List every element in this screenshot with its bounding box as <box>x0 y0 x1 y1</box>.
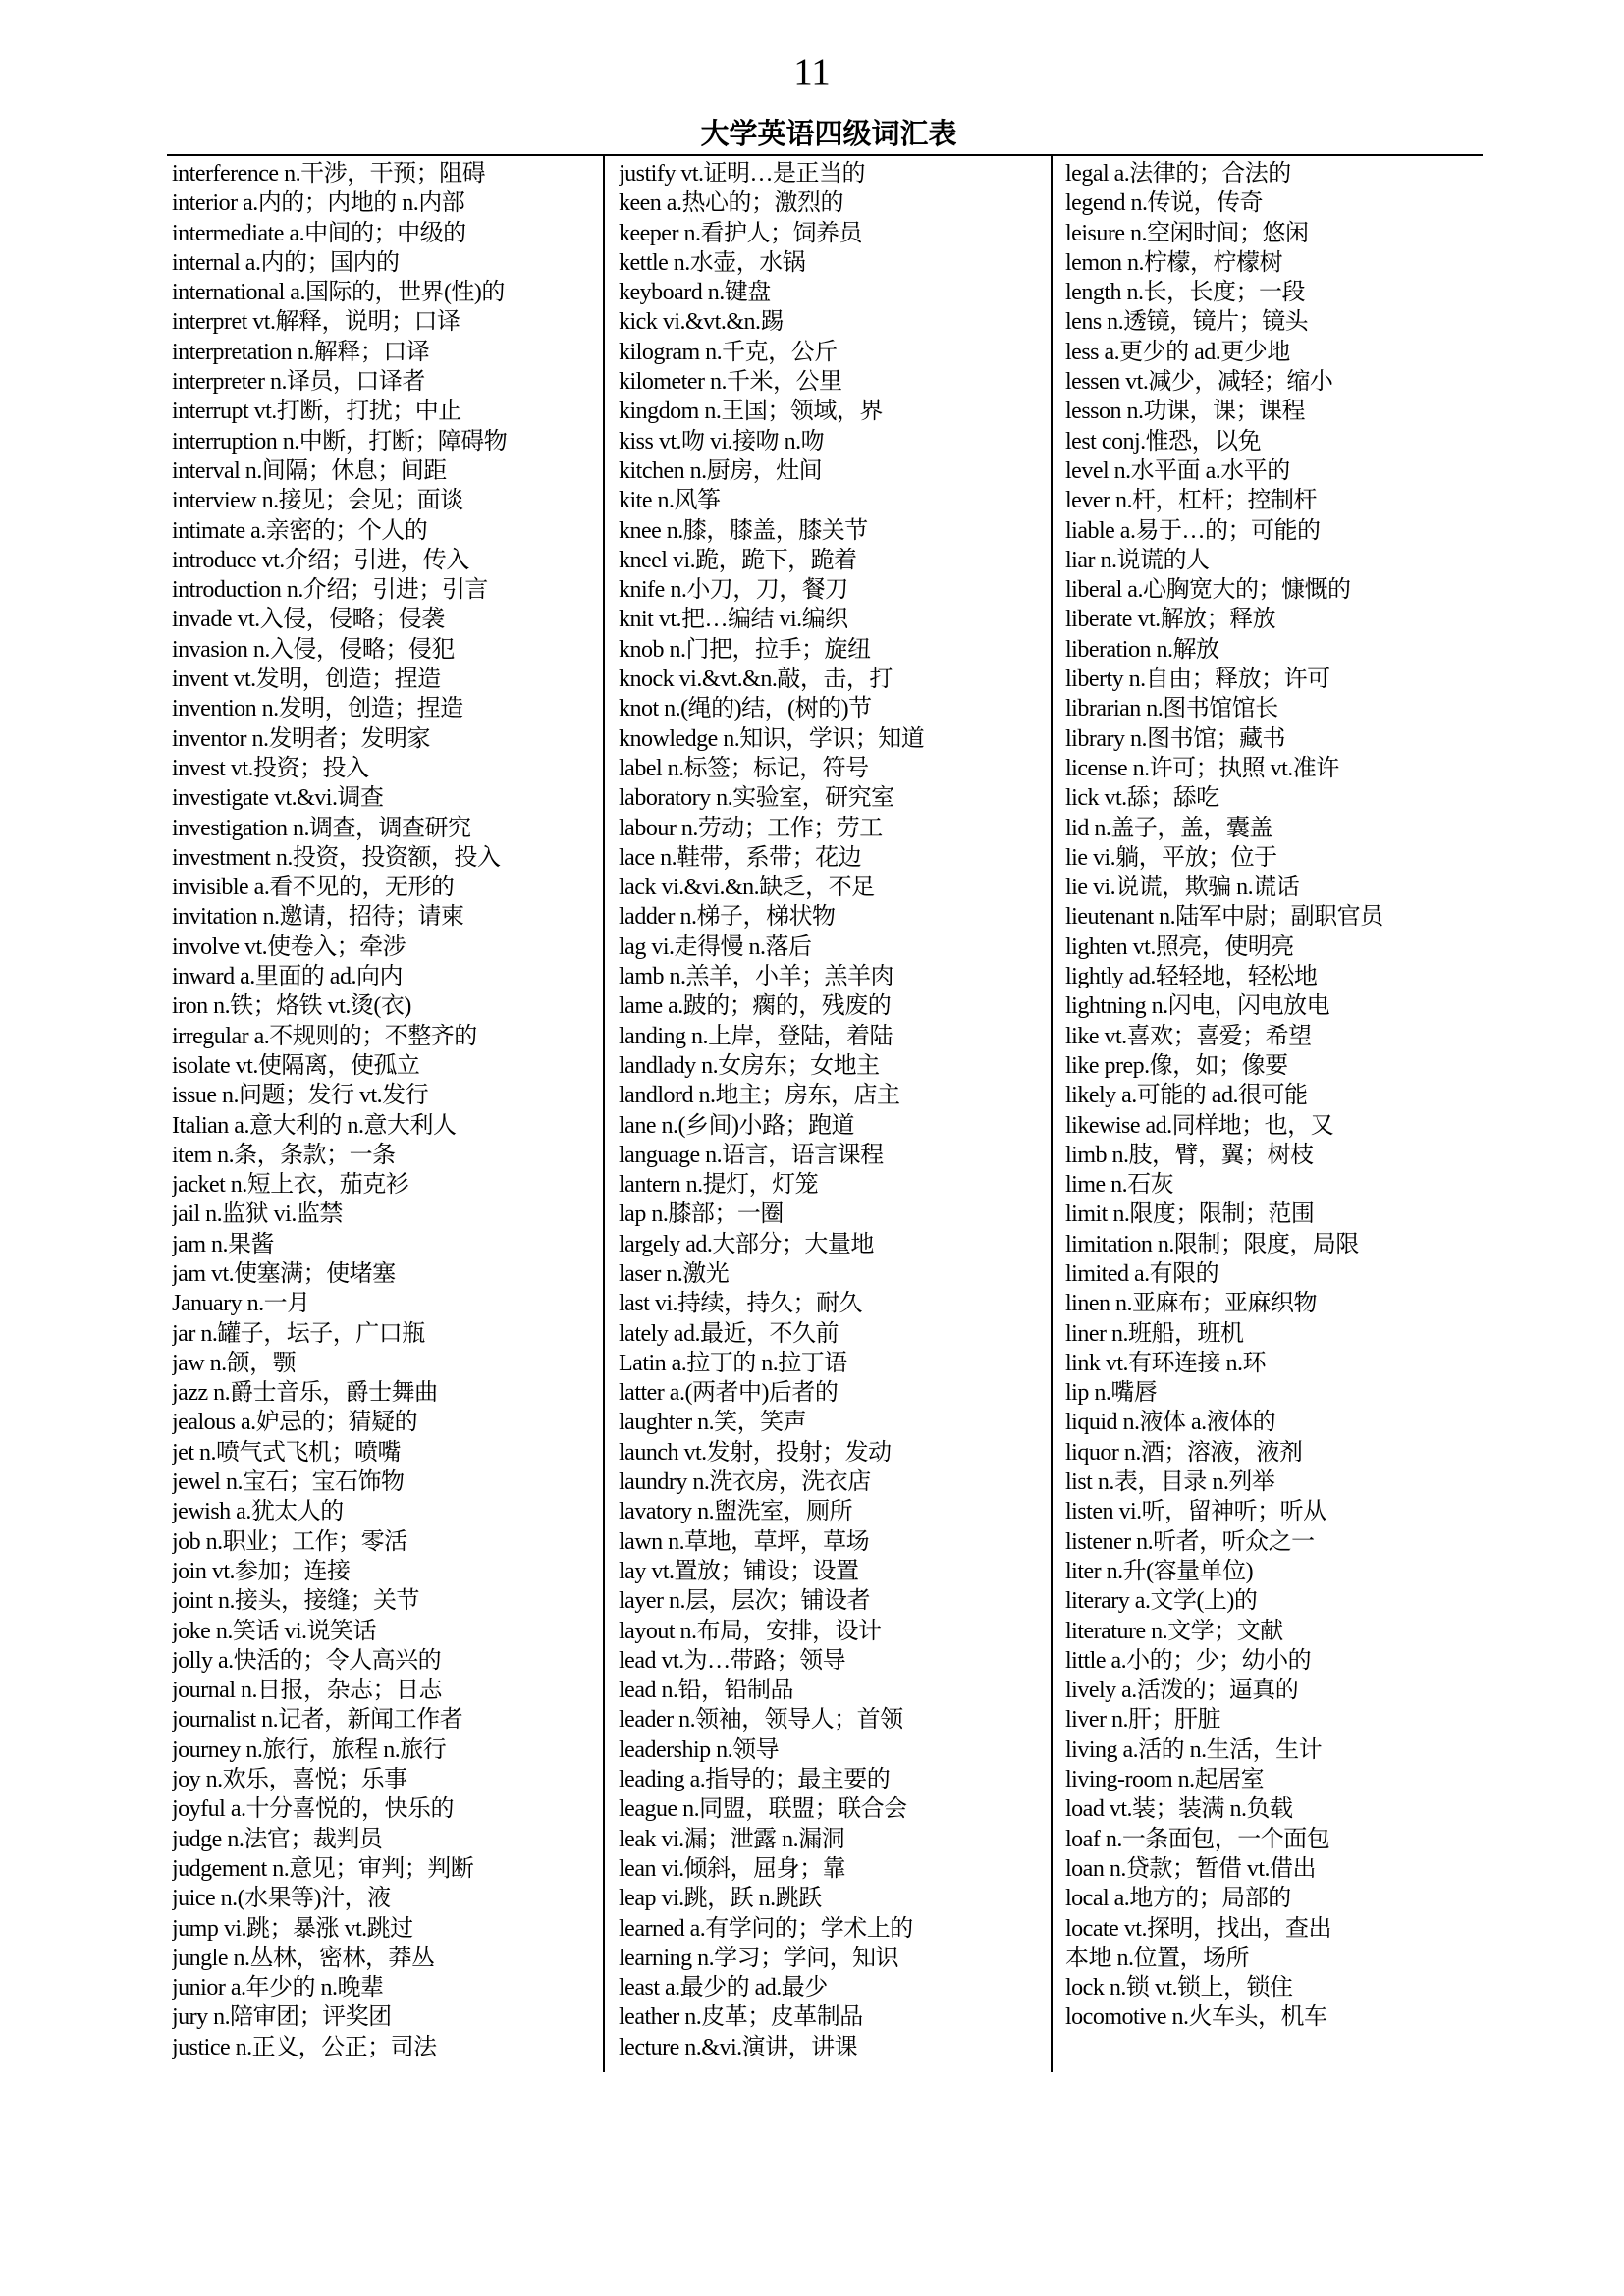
vocab-entry: lap n.膝部；一圈 <box>619 1201 784 1228</box>
vocab-entry: limb n.肢，臂，翼；树枝 <box>1065 1142 1314 1168</box>
vocab-entry: Italian a.意大利的 n.意大利人 <box>172 1112 457 1139</box>
vocab-entry: layout n.布局，安排，设计 <box>619 1618 882 1644</box>
vocab-entry: lighten vt.照亮，使明亮 <box>1065 934 1294 960</box>
vocab-entry: listen vi.听，留神听；听从 <box>1065 1499 1326 1525</box>
vocab-entry: liberation n.解放 <box>1065 636 1219 663</box>
vocab-entry: knock vi.&vt.&n.敲，击，打 <box>619 667 893 693</box>
vocab-entry: least a.最少的 ad.最少 <box>619 1975 828 2002</box>
vocab-entry: internal a.内的；国内的 <box>172 249 400 276</box>
vocab-entry: involve vt.使卷入；牵涉 <box>172 934 406 960</box>
vocab-entry: license n.许可；执照 vt.准许 <box>1065 755 1339 781</box>
vocab-entry: January n.一月 <box>172 1291 310 1317</box>
vocab-entry: jaw n.颌，颚 <box>172 1350 297 1376</box>
vocab-entry: jury n.陪审团；评奖团 <box>172 2004 392 2031</box>
vocab-entry: lever n.杆，杠杆；控制杆 <box>1065 488 1317 514</box>
vocab-entry: lack vi.&vi.&n.缺乏，不足 <box>619 875 875 901</box>
vocab-entry: interrupt vt.打断，打扰；中止 <box>172 399 461 425</box>
vocab-entry: landlord n.地主；房东，店主 <box>619 1083 900 1109</box>
vocab-entry: loaf n.一条面包，一个面包 <box>1065 1826 1330 1852</box>
vocab-entry: kettle n.水壶，水锅 <box>619 249 806 276</box>
vocab-entry: intermediate a.中间的；中级的 <box>172 220 466 246</box>
vocab-entry: kingdom n.王国；领域，界 <box>619 399 883 425</box>
vocab-entry: liner n.班船，班机 <box>1065 1320 1244 1347</box>
vocab-entry: language n.语言，语言课程 <box>619 1142 884 1168</box>
vocab-entry: keen a.热心的；激烈的 <box>619 190 843 217</box>
vocab-entry: jet n.喷气式飞机；喷嘴 <box>172 1439 401 1466</box>
vocab-entry: keyboard n.键盘 <box>619 280 771 306</box>
vocab-entry: legend n.传说，传奇 <box>1065 190 1263 217</box>
vocab-entry: lick vt.舔；舔吃 <box>1065 785 1219 812</box>
vocab-entry: introduction n.介绍；引进；引言 <box>172 577 488 604</box>
vocab-entry: jump vi.跳；暴涨 vt.跳过 <box>172 1915 413 1942</box>
vocab-entry: invention n.发明，创造；捏造 <box>172 696 463 722</box>
vocab-entry: inward a.里面的 ad.向内 <box>172 964 403 990</box>
vocab-entry: knee n.膝，膝盖，膝关节 <box>619 517 868 544</box>
vocab-entry: lately ad.最近，不久前 <box>619 1320 839 1347</box>
vocab-entry: inventor n.发明者；发明家 <box>172 725 430 752</box>
header-rule <box>167 154 1483 156</box>
vocab-entry: interval n.间隔；休息；间距 <box>172 457 447 484</box>
vocab-entry: liable a.易于…的；可能的 <box>1065 517 1321 544</box>
vocab-entry: listener n.听者，听众之一 <box>1065 1528 1315 1555</box>
vocab-entry: latter a.(两者中)后者的 <box>619 1380 839 1407</box>
vocab-entry: kite n.风筝 <box>619 488 721 514</box>
column-divider-1 <box>603 156 605 2072</box>
vocab-entry: lace n.鞋带，系带；花边 <box>619 844 862 871</box>
vocab-entry: lame a.跛的；瘸的，残废的 <box>619 993 892 1020</box>
page-title: 大学英语四级词汇表 <box>700 117 957 150</box>
vocab-entry: local a.地方的；局部的 <box>1065 1886 1291 1912</box>
vocab-entry: journey n.旅行，旅程 n.旅行 <box>172 1736 447 1763</box>
vocab-entry: leading a.指导的；最主要的 <box>619 1767 891 1793</box>
vocab-entry: ladder n.梯子，梯状物 <box>619 904 836 931</box>
vocab-entry: juice n.(水果等)汁，液 <box>172 1886 391 1912</box>
vocab-entry: last vi.持续，持久；耐久 <box>619 1291 862 1317</box>
vocab-entry: lid n.盖子，盖，囊盖 <box>1065 815 1272 841</box>
vocab-entry: knot n.(绳的)结，(树的)节 <box>619 696 872 722</box>
vocab-entry: jewel n.宝石；宝石饰物 <box>172 1469 405 1496</box>
column-divider-2 <box>1051 156 1053 2072</box>
vocab-entry: landing n.上岸，登陆，着陆 <box>619 1023 893 1049</box>
vocab-entry: learned a.有学问的；学术上的 <box>619 1915 913 1942</box>
vocab-entry: investment n.投资，投资额，投入 <box>172 844 501 871</box>
vocab-entry: like vt.喜欢；喜爱；希望 <box>1065 1023 1312 1049</box>
vocab-entry: list n.表，目录 n.列举 <box>1065 1469 1275 1496</box>
vocab-entry: living a.活的 n.生活，生计 <box>1065 1736 1323 1763</box>
vocab-entry: invade vt.入侵，侵略；侵袭 <box>172 607 445 633</box>
vocab-entry: issue n.问题；发行 vt.发行 <box>172 1083 429 1109</box>
vocab-entry: invent vt.发明，创造；捏造 <box>172 667 441 693</box>
vocab-entry: leadership n.领导 <box>619 1736 780 1763</box>
vocab-entry: landlady n.女房东；女地主 <box>619 1052 880 1079</box>
vocab-entry: intimate a.亲密的；个人的 <box>172 517 428 544</box>
vocab-entry: interpreter n.译员，口译者 <box>172 369 425 396</box>
vocab-entry: lantern n.提灯，灯笼 <box>619 1172 819 1199</box>
vocab-entry: lens n.透镜，镜片；镜头 <box>1065 309 1309 336</box>
vocab-entry: layer n.层，层次；铺设者 <box>619 1588 870 1615</box>
vocab-entry: journal n.日报，杂志；日志 <box>172 1678 442 1704</box>
vocab-entry: liter n.升(容量单位) <box>1065 1558 1254 1584</box>
vocab-entry: jail n.监狱 vi.监禁 <box>172 1201 343 1228</box>
vocab-entry: invasion n.入侵，侵略；侵犯 <box>172 636 455 663</box>
vocab-entry: joyful a.十分喜悦的，快乐的 <box>172 1796 454 1823</box>
vocab-entry: leader n.领袖，领导人；首领 <box>619 1707 903 1734</box>
vocab-entry: largely ad.大部分；大量地 <box>619 1231 874 1257</box>
vocab-entry: link vt.有环连接 n.环 <box>1065 1350 1267 1376</box>
vocab-entry: limit n.限度；限制；范围 <box>1065 1201 1315 1228</box>
vocab-entry: lean vi.倾斜，屈身；靠 <box>619 1855 846 1882</box>
vocab-entry: legal a.法律的；合法的 <box>1065 161 1291 187</box>
vocab-entry: lamb n.羔羊，小羊；羔羊肉 <box>619 964 893 990</box>
vocab-entry: 本地 n.位置，场所 <box>1065 1945 1249 1971</box>
vocab-entry: liver n.肝；肝脏 <box>1065 1707 1220 1734</box>
vocab-entry: level n.水平面 a.水平的 <box>1065 457 1290 484</box>
vocab-entry: lightly ad.轻轻地，轻松地 <box>1065 964 1318 990</box>
vocab-entry: lead n.铅，铅制品 <box>619 1678 793 1704</box>
vocab-entry: jacket n.短上衣，茄克衫 <box>172 1172 409 1199</box>
vocab-entry: interruption n.中断，打断；障碍物 <box>172 428 508 454</box>
vocab-entry: limited a.有限的 <box>1065 1260 1219 1287</box>
vocab-entry: lip n.嘴唇 <box>1065 1380 1158 1407</box>
vocab-entry: literary a.文学(上)的 <box>1065 1588 1258 1615</box>
vocab-entry: liberty n.自由；释放；许可 <box>1065 667 1330 693</box>
vocab-entry: laundry n.洗衣房，洗衣店 <box>619 1469 871 1496</box>
vocab-entry: joy n.欢乐，喜悦；乐事 <box>172 1767 407 1793</box>
vocab-entry: librarian n.图书馆馆长 <box>1065 696 1278 722</box>
vocab-entry: liar n.说谎的人 <box>1065 547 1210 573</box>
vocab-entry: liquid n.液体 a.液体的 <box>1065 1410 1276 1436</box>
vocab-entry: less a.更少的 ad.更少地 <box>1065 339 1290 365</box>
vocab-entry: job n.职业；工作；零活 <box>172 1528 407 1555</box>
vocab-entry: leap vi.跳，跃 n.跳跃 <box>619 1886 822 1912</box>
vocab-entry: kilometer n.千米，公里 <box>619 369 842 396</box>
vocab-entry: junior a.年少的 n.晚辈 <box>172 1975 384 2002</box>
vocab-entry: lessen vt.减少，减轻；缩小 <box>1065 369 1333 396</box>
vocab-entry: like prep.像，如；像要 <box>1065 1052 1288 1079</box>
vocab-entry: lane n.(乡间)小路；跑道 <box>619 1112 854 1139</box>
vocab-entry: jealous a.妒忌的；猜疑的 <box>172 1410 418 1436</box>
vocab-entry: knob n.门把，拉手；旋纽 <box>619 636 871 663</box>
vocab-entry: laser n.激光 <box>619 1260 730 1287</box>
vocab-entry: laboratory n.实验室，研究室 <box>619 785 894 812</box>
vocab-entry: limitation n.限制；限度，局限 <box>1065 1231 1359 1257</box>
vocab-entry: jam n.果酱 <box>172 1231 274 1257</box>
vocab-entry: likewise ad.同样地；也，又 <box>1065 1112 1334 1139</box>
vocab-entry: keeper n.看护人；饲养员 <box>619 220 862 246</box>
vocab-entry: learning n.学习；学问，知识 <box>619 1945 899 1971</box>
vocab-entry: knit vt.把…编结 vi.编织 <box>619 607 848 633</box>
vocab-entry: jungle n.丛林，密林，莽丛 <box>172 1945 435 1971</box>
vocab-entry: lavatory n.盥洗室，厕所 <box>619 1499 853 1525</box>
vocab-entry: laughter n.笑，笑声 <box>619 1410 807 1436</box>
vocab-entry: lie vi.躺，平放；位于 <box>1065 844 1277 871</box>
vocab-entry: length n.长，长度；一段 <box>1065 280 1305 306</box>
vocab-entry: library n.图书馆；藏书 <box>1065 725 1285 752</box>
vocab-entry: joke n.笑话 vi.说笑话 <box>172 1618 376 1644</box>
vocab-entry: kiss vt.吻 vi.接吻 n.吻 <box>619 428 825 454</box>
vocab-entry: lie vi.说谎，欺骗 n.谎话 <box>1065 875 1300 901</box>
vocab-column-3 <box>1065 159 1488 2033</box>
vocab-entry: load vt.装；装满 n.负载 <box>1065 1796 1293 1823</box>
vocab-column-2 <box>619 159 1043 2062</box>
vocab-entry: knowledge n.知识，学识；知道 <box>619 725 925 752</box>
vocab-entry: linen n.亚麻布；亚麻织物 <box>1065 1291 1317 1317</box>
vocab-entry: labour n.劳动；工作；劳工 <box>619 815 883 841</box>
vocab-entry: lock n.锁 vt.锁上，锁住 <box>1065 1975 1293 2002</box>
vocab-entry: justify vt.证明…是正当的 <box>619 161 866 187</box>
vocab-entry: league n.同盟，联盟；联合会 <box>619 1796 907 1823</box>
vocab-entry: locomotive n.火车头，机车 <box>1065 2004 1327 2031</box>
vocab-entry: interference n.干涉，干预；阻碍 <box>172 161 486 187</box>
vocab-entry: item n.条，条款；一条 <box>172 1142 396 1168</box>
vocab-entry: launch vt.发射，投射；发动 <box>619 1439 892 1466</box>
vocab-entry: liquor n.酒；溶液，液剂 <box>1065 1439 1303 1466</box>
vocab-entry: liberal a.心胸宽大的；慷慨的 <box>1065 577 1351 604</box>
vocab-entry: invest vt.投资；投入 <box>172 755 369 781</box>
vocab-entry: isolate vt.使隔离，使孤立 <box>172 1052 420 1079</box>
vocab-entry: iron n.铁；烙铁 vt.烫(衣) <box>172 993 411 1020</box>
vocab-entry: judge n.法官；裁判员 <box>172 1826 383 1852</box>
vocab-entry: lively a.活泼的；逼真的 <box>1065 1678 1299 1704</box>
vocab-entry: likely a.可能的 ad.很可能 <box>1065 1083 1308 1109</box>
vocab-entry: jam vt.使塞满；使堵塞 <box>172 1260 396 1287</box>
vocab-entry: kitchen n.厨房，灶间 <box>619 457 823 484</box>
vocab-entry: lightning n.闪电，闪电放电 <box>1065 993 1330 1020</box>
vocab-entry: journalist n.记者，新闻工作者 <box>172 1707 463 1734</box>
vocab-entry: invisible a.看不见的，无形的 <box>172 875 455 901</box>
vocab-entry: lieutenant n.陆军中尉；副职官员 <box>1065 904 1383 931</box>
vocab-entry: lay vt.置放；铺设；设置 <box>619 1558 859 1584</box>
vocab-entry: investigation n.调查，调查研究 <box>172 815 471 841</box>
vocab-entry: little a.小的；少；幼小的 <box>1065 1647 1312 1674</box>
vocab-entry: lesson n.功课，课；课程 <box>1065 399 1305 425</box>
vocab-entry: jolly a.快活的；令人高兴的 <box>172 1647 442 1674</box>
vocab-entry: justice n.正义，公正；司法 <box>172 2034 437 2060</box>
vocab-entry: interview n.接见；会见；面谈 <box>172 488 463 514</box>
vocab-entry: kick vi.&vt.&n.踢 <box>619 309 784 336</box>
vocab-entry: leather n.皮革；皮革制品 <box>619 2004 863 2031</box>
vocab-entry: lemon n.柠檬，柠檬树 <box>1065 249 1282 276</box>
vocab-entry: lawn n.草地，草坪，草场 <box>619 1528 870 1555</box>
vocab-entry: literature n.文学；文献 <box>1065 1618 1283 1644</box>
vocab-entry: kneel vi.跪，跪下，跪着 <box>619 547 857 573</box>
vocab-entry: loan n.贷款；暂借 vt.借出 <box>1065 1855 1316 1882</box>
vocab-entry: judgement n.意见；审判；判断 <box>172 1855 474 1882</box>
vocab-entry: interpretation n.解释；口译 <box>172 339 430 365</box>
vocab-entry: international a.国际的，世界(性)的 <box>172 280 505 306</box>
vocab-entry: label n.标签；标记，符号 <box>619 755 869 781</box>
vocab-entry: irregular a.不规则的；不整齐的 <box>172 1023 477 1049</box>
vocab-entry: interior a.内的；内地的 n.内部 <box>172 190 465 217</box>
vocab-entry: knife n.小刀，刀，餐刀 <box>619 577 848 604</box>
vocab-entry: interpret vt.解释，说明；口译 <box>172 309 460 336</box>
vocab-entry: lecture n.&vi.演讲，讲课 <box>619 2034 858 2060</box>
vocab-entry: jar n.罐子，坛子，广口瓶 <box>172 1320 425 1347</box>
vocab-entry: lag vi.走得慢 n.落后 <box>619 934 812 960</box>
vocab-entry: lime n.石灰 <box>1065 1172 1174 1199</box>
vocab-entry: Latin a.拉丁的 n.拉丁语 <box>619 1350 847 1376</box>
vocab-entry: living-room n.起居室 <box>1065 1767 1265 1793</box>
vocab-entry: leak vi.漏；泄露 n.漏洞 <box>619 1826 845 1852</box>
vocab-column-1 <box>172 159 596 2062</box>
vocab-entry: liberate vt.解放；释放 <box>1065 607 1276 633</box>
vocab-entry: kilogram n.千克，公斤 <box>619 339 838 365</box>
vocab-entry: jewish a.犹太人的 <box>172 1499 344 1525</box>
vocab-entry: joint n.接头，接缝；关节 <box>172 1588 420 1615</box>
vocab-entry: locate vt.探明，找出，查出 <box>1065 1915 1331 1942</box>
page-number: 11 <box>793 51 831 93</box>
vocab-entry: lest conj.惟恐，以免 <box>1065 428 1262 454</box>
vocab-entry: introduce vt.介绍；引进，传入 <box>172 547 469 573</box>
vocab-entry: investigate vt.&vi.调查 <box>172 785 384 812</box>
vocab-entry: leisure n.空闲时间；悠闲 <box>1065 220 1309 246</box>
vocab-entry: jazz n.爵士音乐，爵士舞曲 <box>172 1380 438 1407</box>
vocab-entry: join vt.参加；连接 <box>172 1558 351 1584</box>
vocab-entry: invitation n.邀请，招待；请柬 <box>172 904 464 931</box>
vocab-entry: lead vt.为…带路；领导 <box>619 1647 846 1674</box>
